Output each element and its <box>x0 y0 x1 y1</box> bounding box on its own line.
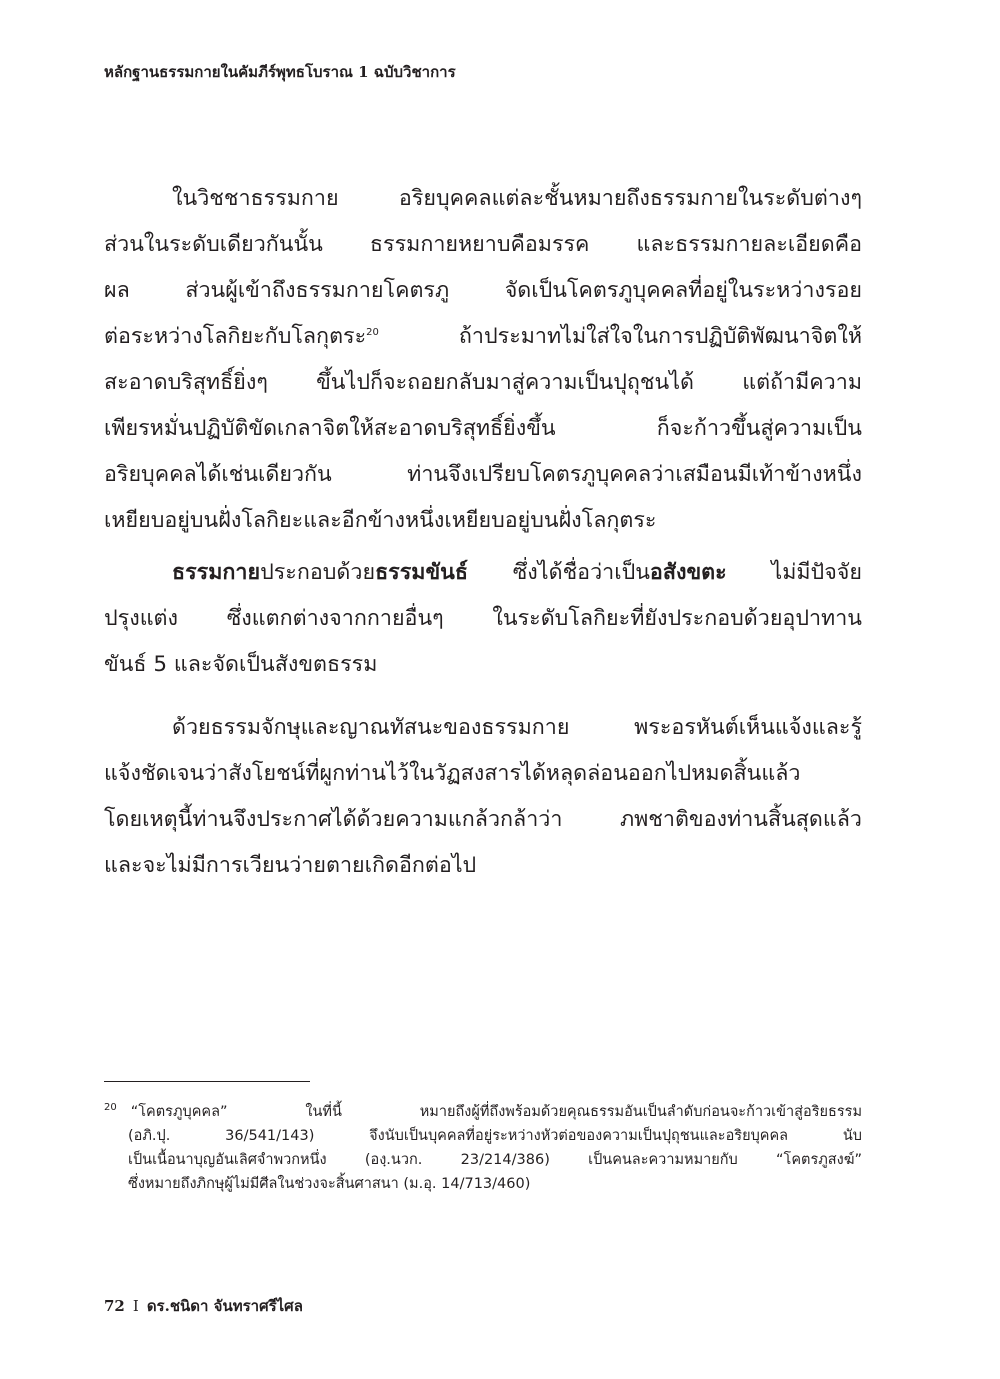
footnote-line <box>104 1100 862 1124</box>
paragraph-dhammakaya-asankhata <box>104 550 862 688</box>
footnote-divider <box>104 1081 310 1082</box>
footnote-20 <box>104 1100 862 1196</box>
paragraph-line: เหยียบอยู่บนฝั่งโลกิยะและอีกข้างหนึ่งเหยียบอยู่บนฝั่งโลกุตระ <box>104 508 657 533</box>
line-text: ไม่มีปัจจัย <box>726 560 862 585</box>
footer-separator: I <box>132 1297 139 1315</box>
paragraph-line: ขันธ์ 5 และจัดเป็นสังขตธรรม <box>104 652 378 677</box>
footnote-reference[interactable]: 20 <box>366 326 379 338</box>
line-text: ซึ่งได้ชื่อว่าเป็น <box>467 560 650 585</box>
paragraph-arahant <box>104 705 862 889</box>
paragraph-line: ด้วยธรรมจักษุและญาณทัสนะของธรรมกาย พระอรหันต์เห็นแจ้งและรู้ <box>172 715 862 740</box>
paragraph-line: ส่วนในระดับเดียวกันนั้น ธรรมกายหยาบคือมรรค และธรรมกายละเอียดคือ <box>104 232 862 257</box>
paragraph-line: และจะไม่มีการเวียนว่ายตายเกิดอีกต่อไป <box>104 853 477 878</box>
paragraph-line: แจ้งชัดเจนว่าสังโยชน์ที่ผูกท่านไว้ในวัฏสงสารได้หลุดล่อนออกไปหมดสิ้นแล้ว <box>104 761 801 786</box>
footnote-line: (อภิ.ปุ. 36/541/143) จึงนับเป็นบุคคลที่อยู่ระหว่างหัวต่อของความเป็นปุถุชนและอริยบุคคล นับ <box>128 1128 862 1144</box>
page-number: 72 <box>104 1297 125 1315</box>
bold-term: ธรรมกาย <box>172 560 261 585</box>
author-name: ดร.ชนิดา จันทราศรีไศล <box>146 1297 303 1315</box>
footnote-number: 20 <box>104 1102 117 1114</box>
paragraph-line <box>104 550 862 596</box>
paragraph-line: เพียรหมั่นปฏิบัติขัดเกลาจิตให้สะอาดบริสุทธิ์ยิ่งขึ้น ก็จะก้าวขึ้นสู่ความเป็น <box>104 416 862 441</box>
footnote-text: “โคตรภูบุคคล” ในที่นี้ หมายถึงผู้ที่ถึงพร้อมด้วยคุณธรรมอันเป็นลำดับก่อนจะก้าวเข้าสู่อริยธรรม <box>130 1104 862 1120</box>
paragraph-line: ผล ส่วนผู้เข้าถึงธรรมกายโคตรภู จัดเป็นโคตรภูบุคคลที่อยู่ในระหว่างรอย <box>104 278 862 303</box>
paragraph-gotrabhu-intro <box>104 176 862 544</box>
running-header: หลักฐานธรรมกายในคัมภีร์พุทธโบราณ 1 ฉบับวิชาการ <box>104 63 456 81</box>
paragraph-line: ในวิชชาธรรมกาย อริยบุคคลแต่ละชั้นหมายถึงธรรมกายในระดับต่างๆ <box>172 186 862 211</box>
footnote-line: ซึ่งหมายถึงภิกษุผู้ไม่มีศีลในช่วงจะสิ้นศาสนา (ม.อุ. 14/713/460) <box>128 1176 531 1192</box>
paragraph-line <box>104 314 862 360</box>
paragraph-line: ปรุงแต่ง ซึ่งแตกต่างจากกายอื่นๆ ในระดับโลกิยะที่ยังประกอบด้วยอุปาทาน <box>104 606 862 631</box>
paragraph-line: โดยเหตุนี้ท่านจึงประกาศได้ด้วยความแกล้วกล้าว่า ภพชาติของท่านสิ้นสุดแล้ว <box>104 807 862 832</box>
paragraph-line: สะอาดบริสุทธิ์ยิ่งๆ ขึ้นไปก็จะถอยกลับมาสู่ความเป็นปุถุชนได้ แต่ถ้ามีความ <box>104 370 862 395</box>
line-text: ประกอบด้วย <box>260 560 376 585</box>
bold-term: ธรรมขันธ์ <box>375 560 468 585</box>
footnote-line: เป็นเนื้อนาบุญอันเลิศจำพวกหนึ่ง (องฺ.นวก. 23/214/386) เป็นคนละความหมายกับ “โคตรภูสงฆ์” <box>128 1152 862 1168</box>
line-text: ถ้าประมาทไม่ใส่ใจในการปฏิบัติพัฒนาจิตให้ <box>378 324 862 349</box>
bold-term: อสังขตะ <box>649 560 727 585</box>
paragraph-line: อริยบุคคลได้เช่นเดียวกัน ท่านจึงเปรียบโคตรภูบุคคลว่าเสมือนมีเท้าข้างหนึ่ง <box>104 462 862 487</box>
line-text: ต่อระหว่างโลกิยะกับโลกุตระ <box>104 324 367 349</box>
running-footer <box>104 1296 303 1316</box>
